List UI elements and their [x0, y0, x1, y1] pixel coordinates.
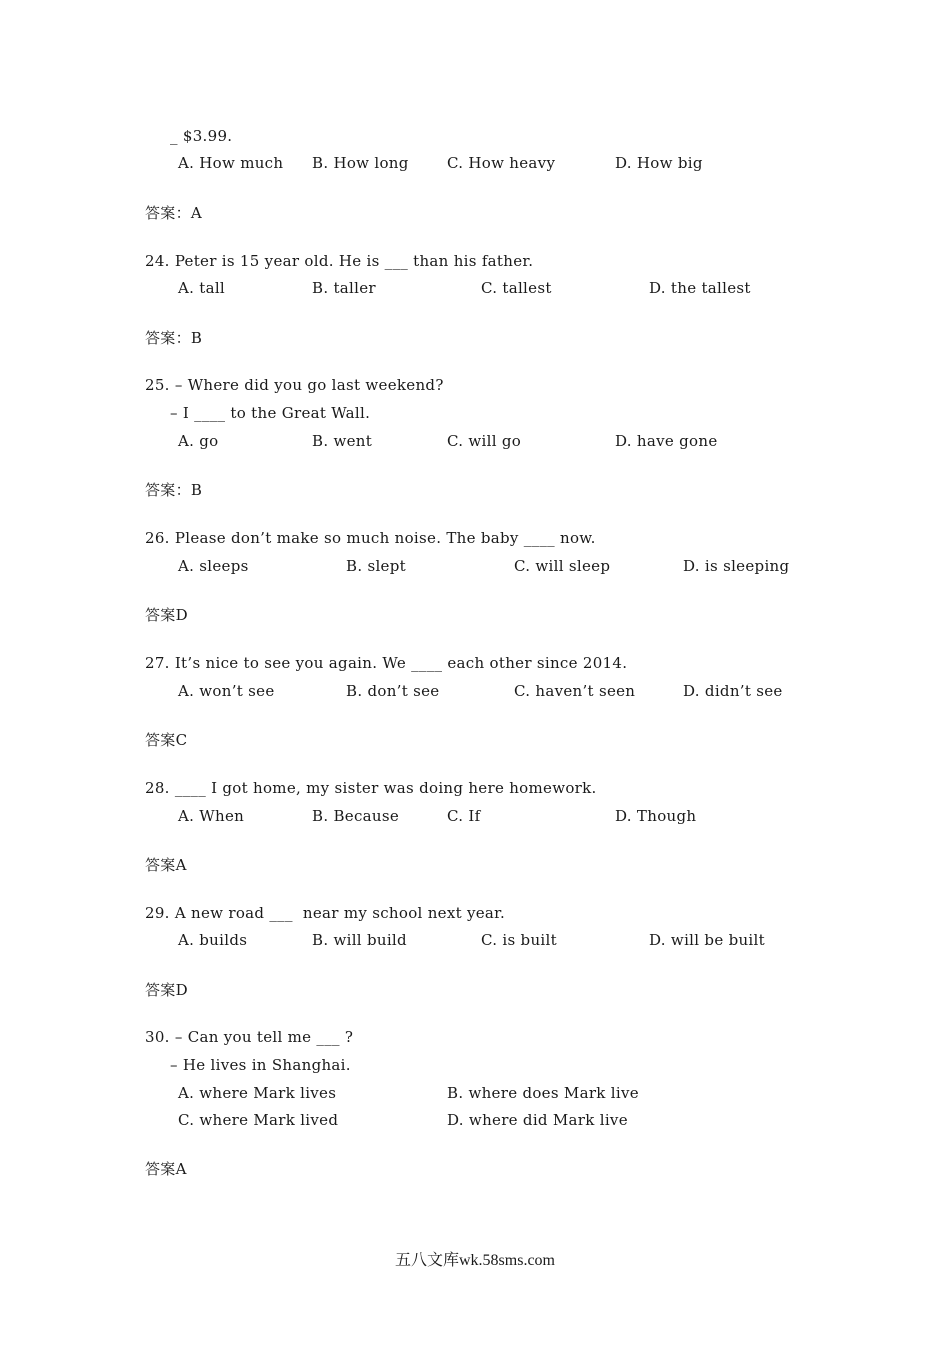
option-b: B. Because	[312, 807, 400, 825]
option-b: B. went	[312, 432, 373, 450]
answer-line: 答案A	[145, 856, 187, 874]
question-stem: 25. – Where did you go last weekend?	[145, 376, 444, 394]
option-d: D. where did Mark live	[447, 1111, 628, 1129]
answer-line: 答案：A	[145, 204, 203, 222]
question-stem: _ $3.99.	[170, 127, 233, 145]
option-c: C. will sleep	[514, 557, 611, 575]
option-a: A. How much	[178, 154, 284, 172]
answer-line: 答案A	[145, 1160, 187, 1178]
option-a: A. where Mark lives	[178, 1084, 337, 1102]
option-c: C. where Mark lived	[178, 1111, 339, 1129]
option-b: B. will build	[312, 931, 407, 949]
option-c: C. haven’t seen	[514, 682, 636, 700]
question-stem: 27. It’s nice to see you again. We ____ each other since 2014.	[145, 654, 628, 672]
option-b: B. slept	[346, 557, 406, 575]
option-a: A. builds	[178, 931, 248, 949]
option-d: D. didn’t see	[683, 682, 783, 700]
question-stem: 26. Please don’t make so much noise. The baby ____ now.	[145, 529, 596, 547]
option-a: A. sleeps	[178, 557, 249, 575]
option-b: B. don’t see	[346, 682, 440, 700]
question-stem: 29. A new road ___ near my school next year.	[145, 904, 506, 922]
question-stem: 30. – Can you tell me ___ ?	[145, 1028, 354, 1046]
question-stem-response: – I ____ to the Great Wall.	[170, 404, 371, 422]
option-c: C. How heavy	[447, 154, 556, 172]
option-d: D. Though	[615, 807, 697, 825]
option-b: B. where does Mark live	[447, 1084, 639, 1102]
answer-line: 答案D	[145, 606, 188, 624]
option-c: C. If	[447, 807, 481, 825]
question-stem: 28. ____ I got home, my sister was doing here homework.	[145, 779, 597, 797]
option-a: A. tall	[178, 279, 226, 297]
option-b: B. taller	[312, 279, 376, 297]
option-a: A. go	[178, 432, 219, 450]
option-d: D. have gone	[615, 432, 718, 450]
answer-line: 答案C	[145, 731, 188, 749]
option-d: D. is sleeping	[683, 557, 790, 575]
option-c: C. tallest	[481, 279, 552, 297]
question-stem: 24. Peter is 15 year old. He is ___ than his father.	[145, 252, 534, 270]
answer-line: 答案D	[145, 981, 188, 999]
option-d: D. the tallest	[649, 279, 751, 297]
option-d: D. will be built	[649, 931, 765, 949]
option-a: A. won’t see	[178, 682, 275, 700]
option-a: A. When	[178, 807, 245, 825]
option-b: B. How long	[312, 154, 409, 172]
option-c: C. is built	[481, 931, 557, 949]
question-stem-response: – He lives in Shanghai.	[170, 1056, 351, 1074]
option-d: D. How big	[615, 154, 703, 172]
answer-line: 答案：B	[145, 329, 203, 347]
option-c: C. will go	[447, 432, 522, 450]
page-footer: 五八文库wk.58sms.com	[394, 1252, 555, 1269]
answer-line: 答案：B	[145, 481, 203, 499]
